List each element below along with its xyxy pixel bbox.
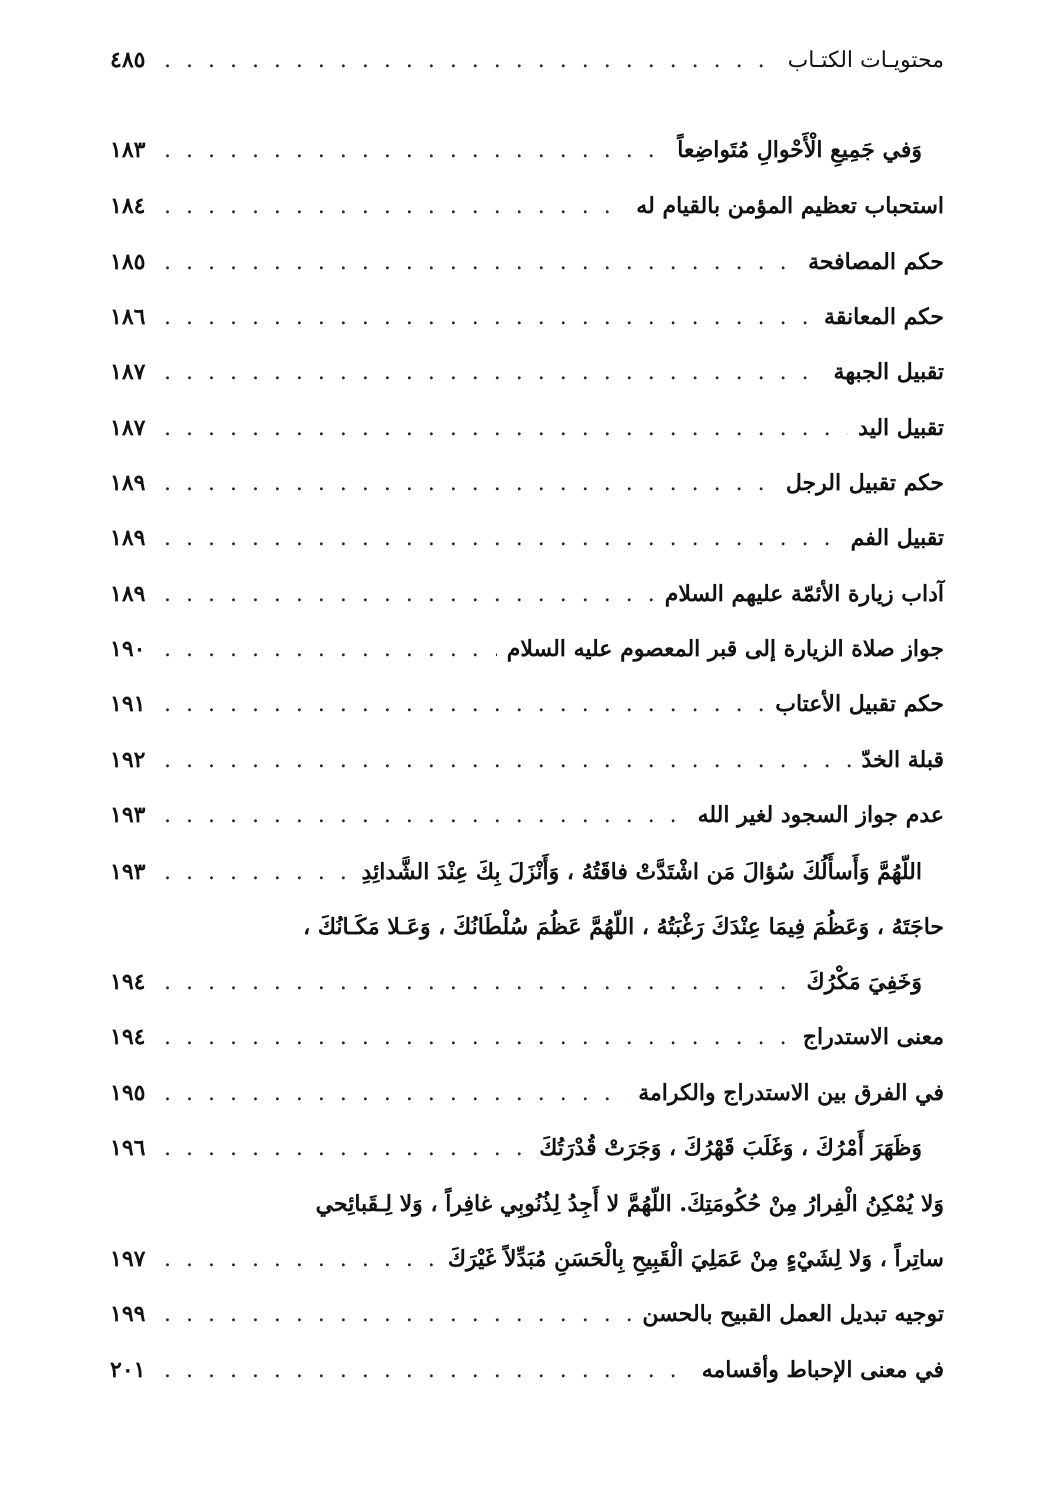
entry-page: ١٩٤: [110, 969, 146, 995]
leader-dots: [164, 360, 824, 385]
toc-entry: [110, 463, 944, 503]
entry-title: معنى الاستدراج: [802, 1024, 944, 1050]
leader-dots: [164, 637, 497, 662]
toc-entry: [110, 852, 944, 892]
entry-page: ١٨٩: [110, 470, 146, 496]
entry-title: في الفرق بين الاستدراج والكرامة: [638, 1080, 944, 1106]
entry-page: ١٩١: [110, 691, 146, 717]
leader-dots: [164, 194, 626, 219]
entry-title: حاجَتَهُ ، وَعَظُمَ فِيمَا عِنْدَكَ رَغْبَتُهُ ، اللّهُمَّ عَظُمَ سُلْطَانُكَ ، وَعَـلا مَكَـانُكَ ،: [303, 914, 944, 940]
entry-title: توجيه تبديل العمل القبيح بالحسن: [642, 1301, 944, 1327]
leader-dots: [164, 692, 765, 717]
toc-entry: [110, 1073, 944, 1113]
toc-entry: [110, 1294, 944, 1334]
leader-dots: [164, 1081, 628, 1106]
entry-page: ١٨٦: [110, 304, 146, 330]
leader-dots: [164, 526, 841, 551]
entry-title: وَلا يُمْكِنُ الْفِرارُ مِنْ حُكُومَتِكَ. اللّهُمَّ لا أَجِدُ لِذُنُوبِي غافِراً ، وَلا لِـقَبائِحي: [315, 1191, 944, 1217]
toc-entry: [110, 684, 944, 724]
header-page-number: ٤٨٥: [110, 47, 146, 73]
leader-dots: [164, 1025, 793, 1050]
toc-entry: [110, 186, 944, 226]
leader-dots: [164, 970, 796, 995]
entry-title: حكم تقبيل الأعتاب: [775, 691, 944, 717]
toc-entry: [110, 1239, 944, 1279]
toc-entry: [110, 242, 944, 282]
entry-title: حكم المعانقة: [824, 304, 944, 330]
entry-page: ١٨٧: [110, 415, 146, 441]
toc-entry-continuation: [110, 907, 944, 947]
entry-page: ١٩٤: [110, 1024, 146, 1050]
entry-title: ساتِراً ، وَلا لِشَيْءٍ مِنْ عَمَلِيَ الْقَبِيحِ بِالْحَسَنِ مُبَدِّلاً غَيْرَكَ: [447, 1246, 944, 1272]
entry-page: ١٨٤: [110, 193, 146, 219]
leader-dots: [164, 582, 655, 607]
entry-title: اللّهُمَّ وَأَسأَلُكَ سُؤالَ مَن اشْتَدَّتْ فاقَتُهُ ، وَأَنْزَلَ بِكَ عِنْدَ الشَّدائِدِ: [361, 859, 922, 885]
header-title: محتويـات الكتـاب: [787, 47, 944, 73]
entry-page: ١٩٩: [110, 1301, 146, 1327]
entry-page: ١٨٥: [110, 249, 146, 275]
toc-entry: [110, 1128, 944, 1168]
leader-dots: [164, 471, 776, 496]
entry-title: عدم جواز السجود لغير الله: [697, 802, 944, 828]
entry-page: ١٩٥: [110, 1080, 146, 1106]
toc-entry: [110, 574, 944, 614]
toc-entry: [110, 1017, 944, 1057]
toc-entry: [110, 1350, 944, 1390]
leader-dots: [164, 1358, 692, 1383]
entry-title: جواز صلاة الزيارة إلى قبر المعصوم عليه السلام: [506, 636, 944, 662]
toc-entry: [110, 408, 944, 448]
toc-entry: [110, 795, 944, 835]
entry-page: ١٨٩: [110, 525, 146, 551]
leader-dots: [164, 748, 852, 773]
entry-title: وَظَهَرَ أَمْرُكَ ، وَغَلَبَ قَهْرُكَ ، وَجَرَتْ قُدْرَتُكَ: [539, 1135, 922, 1161]
toc-entry: [110, 297, 944, 337]
toc-entry-continuation: [110, 1184, 944, 1224]
entry-title: استحباب تعظيم المؤمن بالقيام له: [636, 193, 944, 219]
leader-dots: [164, 416, 848, 441]
leader-dots: [164, 48, 778, 73]
entry-title: تقبيل الفم: [850, 525, 944, 551]
leader-dots: [164, 860, 352, 885]
toc-entry: [110, 740, 944, 780]
toc-entry: [110, 629, 944, 669]
entry-title: حكم المصافحة: [808, 249, 944, 275]
entry-page: ١٩٣: [110, 859, 146, 885]
running-header: [110, 40, 944, 80]
toc-entry: [110, 352, 944, 392]
leader-dots: [164, 1247, 438, 1272]
leader-dots: [164, 250, 798, 275]
entry-page: ١٩٦: [110, 1135, 146, 1161]
entry-title: وَخَفِيَ مَكْرُكَ: [806, 969, 922, 995]
toc-entry: [110, 518, 944, 558]
entry-page: ١٩٠: [110, 636, 146, 662]
entry-title: آداب زيارة الأئمّة عليهم السلام: [664, 581, 944, 607]
entry-title: في معنى الإحباط وأقسامه: [701, 1357, 944, 1383]
leader-dots: [164, 1302, 632, 1327]
entry-title: حكم تقبيل الرجل: [785, 470, 944, 496]
entry-page: ١٨٣: [110, 137, 146, 163]
toc-entry: [110, 962, 944, 1002]
leader-dots: [164, 138, 667, 163]
entry-title: وَفي جَمِيعِ الْأَحْوالِ مُتَواضِعاً: [677, 137, 922, 163]
entry-page: ١٩٣: [110, 802, 146, 828]
entry-title: تقبيل الجبهة: [833, 359, 944, 385]
entry-page: ١٩٧: [110, 1246, 146, 1272]
entry-title: قبلة الخدّ: [861, 747, 944, 773]
entry-page: ١٨٩: [110, 581, 146, 607]
entry-title: تقبيل اليد: [858, 415, 944, 441]
leader-dots: [164, 1136, 529, 1161]
entry-page: ٢٠١: [110, 1357, 146, 1383]
leader-dots: [164, 305, 814, 330]
leader-dots: [164, 803, 688, 828]
toc-entry: [110, 130, 944, 170]
entry-page: ١٨٧: [110, 359, 146, 385]
entry-page: ١٩٢: [110, 747, 146, 773]
